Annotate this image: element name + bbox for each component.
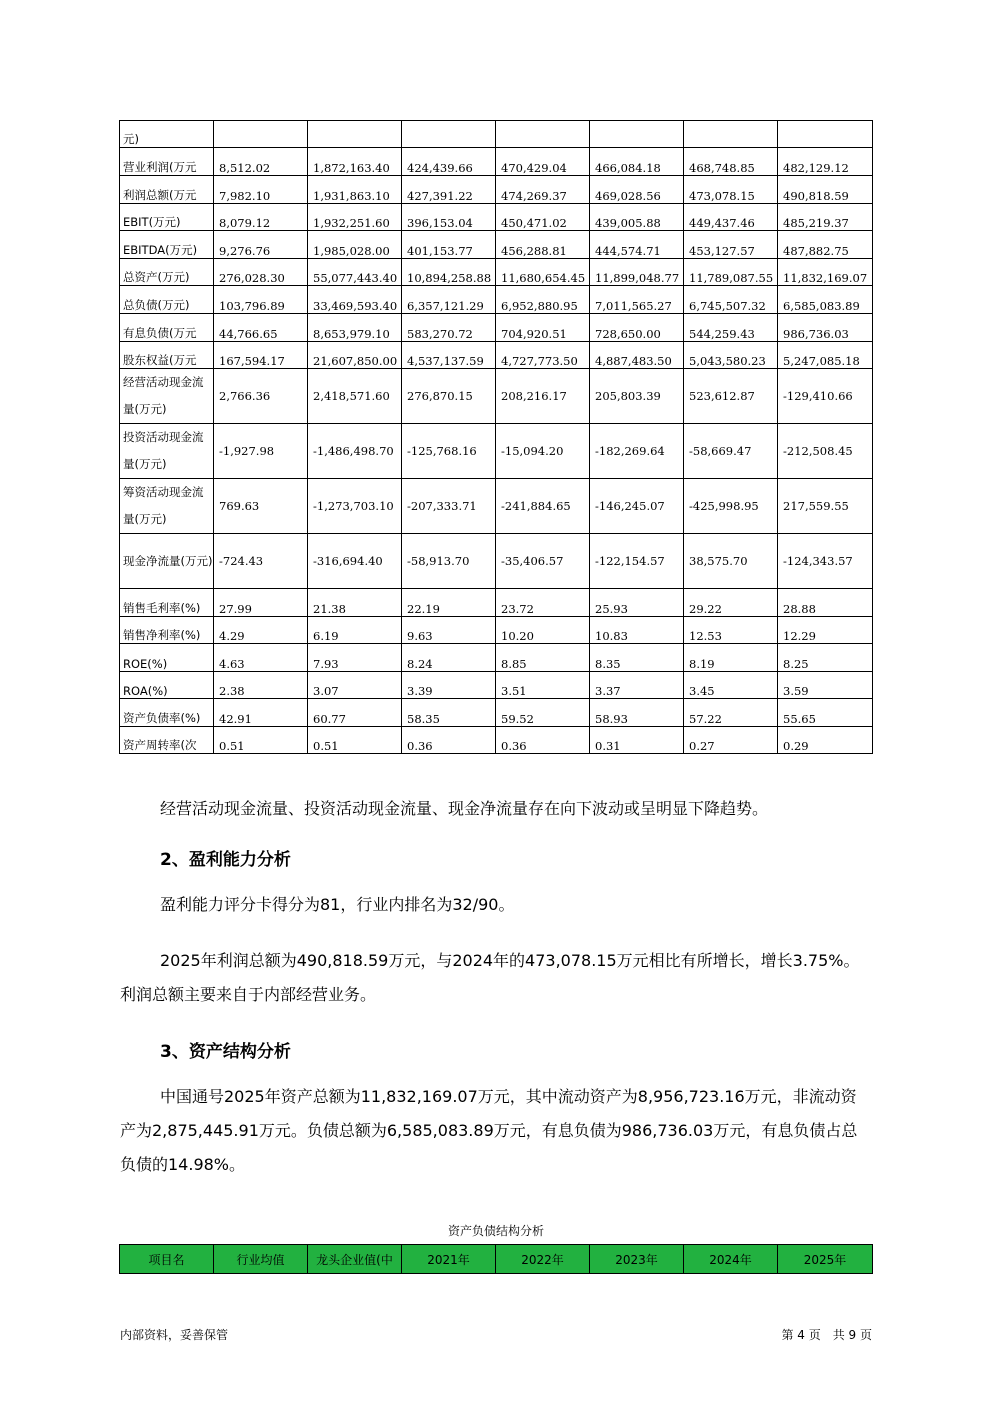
row-label: 销售净利率(%) — [120, 617, 214, 644]
table-cell: 25.93 — [590, 589, 684, 617]
table-cell: 4.29 — [214, 617, 308, 644]
table-cell: 10.83 — [590, 617, 684, 644]
table-cell: 544,259.43 — [684, 314, 778, 342]
table-cell: 2,418,571.60 — [308, 369, 402, 424]
table-cell: 9.63 — [402, 617, 496, 644]
table-cell: 23.72 — [496, 589, 590, 617]
paragraph-cashflow-note: 经营活动现金流量、投资活动现金流量、现金净流量存在向下波动或呈明显下降趋势。 — [160, 799, 769, 818]
table-cell: 3.51 — [496, 672, 590, 699]
header-cell: 行业均值 — [214, 1245, 308, 1274]
row-label: 股东权益(万元 — [120, 342, 214, 369]
table-cell — [308, 121, 402, 148]
table-cell: 487,882.75 — [778, 231, 873, 259]
table-cell: 986,736.03 — [778, 314, 873, 342]
table-cell: 7,982.10 — [214, 176, 308, 204]
table-cell: 456,288.81 — [496, 231, 590, 259]
table-cell: 439,005.88 — [590, 204, 684, 231]
table-row — [120, 424, 873, 479]
table-row — [120, 204, 873, 231]
table-cell: 6.19 — [308, 617, 402, 644]
table-cell — [590, 121, 684, 148]
section-heading-asset-structure: 3、资产结构分析 — [160, 1042, 291, 1062]
table-cell: 57.22 — [684, 699, 778, 727]
table-row — [120, 176, 873, 204]
table-row — [120, 369, 873, 424]
table-cell: 21.38 — [308, 589, 402, 617]
table-cell: 8.25 — [778, 644, 873, 672]
row-label: 有息负债(万元 — [120, 314, 214, 342]
table-row — [120, 479, 873, 534]
table-cell — [684, 121, 778, 148]
table-cell: 427,391.22 — [402, 176, 496, 204]
row-label: 现金净流量(万元) — [120, 534, 214, 589]
table-cell — [496, 121, 590, 148]
table-cell: 60.77 — [308, 699, 402, 727]
table-cell: 2,766.36 — [214, 369, 308, 424]
table-cell: -124,343.57 — [778, 534, 873, 589]
table-cell: 0.31 — [590, 727, 684, 754]
table-cell: -125,768.16 — [402, 424, 496, 479]
table-row — [120, 121, 873, 148]
row-label: 销售毛利率(%) — [120, 589, 214, 617]
table-cell: 276,028.30 — [214, 259, 308, 286]
table-cell: 4.63 — [214, 644, 308, 672]
table-cell — [214, 121, 308, 148]
table-cell: 8,079.12 — [214, 204, 308, 231]
table-cell: 474,269.37 — [496, 176, 590, 204]
table-cell: 167,594.17 — [214, 342, 308, 369]
table-cell: 22.19 — [402, 589, 496, 617]
table-cell: 8.24 — [402, 644, 496, 672]
table-cell: -58,913.70 — [402, 534, 496, 589]
table-cell: 466,084.18 — [590, 148, 684, 176]
table-row — [120, 534, 873, 589]
table-cell: 8.85 — [496, 644, 590, 672]
table-cell: 55,077,443.40 — [308, 259, 402, 286]
table-cell: 0.36 — [402, 727, 496, 754]
table-cell: 11,899,048.77 — [590, 259, 684, 286]
row-label: 投资活动现金流量(万元) — [120, 424, 214, 479]
table-cell: 449,437.46 — [684, 204, 778, 231]
table-cell: 0.51 — [308, 727, 402, 754]
table-row — [120, 259, 873, 286]
table-cell: 208,216.17 — [496, 369, 590, 424]
row-label: 利润总额(万元 — [120, 176, 214, 204]
table-cell: 9,276.76 — [214, 231, 308, 259]
table-cell: 6,952,880.95 — [496, 286, 590, 314]
row-label: ROA(%) — [120, 672, 214, 699]
table-cell: 44,766.65 — [214, 314, 308, 342]
table-cell: -122,154.57 — [590, 534, 684, 589]
table-cell: -425,998.95 — [684, 479, 778, 534]
table-cell: 11,680,654.45 — [496, 259, 590, 286]
table-cell: 11,789,087.55 — [684, 259, 778, 286]
table-cell: 8,512.02 — [214, 148, 308, 176]
header-cell: 2024年 — [684, 1245, 778, 1274]
row-label: 营业利润(万元 — [120, 148, 214, 176]
table-row — [120, 342, 873, 369]
table-cell: -146,245.07 — [590, 479, 684, 534]
table-cell: 8.35 — [590, 644, 684, 672]
table-cell: -207,333.71 — [402, 479, 496, 534]
table-cell: 0.51 — [214, 727, 308, 754]
row-label: EBITDA(万元) — [120, 231, 214, 259]
table-row — [120, 644, 873, 672]
financial-table — [119, 120, 873, 754]
table-cell: 470,429.04 — [496, 148, 590, 176]
table-cell: 3.39 — [402, 672, 496, 699]
table-cell: 3.45 — [684, 672, 778, 699]
row-label: ROE(%) — [120, 644, 214, 672]
header-cell: 龙头企业值(中 — [308, 1245, 402, 1274]
footer-confidential: 内部资料，妥善保管 — [120, 1328, 229, 1342]
table-row — [120, 314, 873, 342]
row-label: 经营活动现金流量(万元) — [120, 369, 214, 424]
paragraph-asset-structure: 中国通号2025年资产总额为11,832,169.07万元，其中流动资产为8,956,723.16万元，非流动资产为2,875,445.91万元。负债总额为6,585,083.89万元，有息负债为986,736.03万元，有息负债占总负债的14.98%。 — [120, 1087, 858, 1174]
table-cell: 3.07 — [308, 672, 402, 699]
table-cell: 33,469,593.40 — [308, 286, 402, 314]
table-cell: 8.19 — [684, 644, 778, 672]
table-cell: -35,406.57 — [496, 534, 590, 589]
table-cell: 21,607,850.00 — [308, 342, 402, 369]
table-cell: 728,650.00 — [590, 314, 684, 342]
table-row — [120, 231, 873, 259]
table-cell: 3.59 — [778, 672, 873, 699]
table-row — [120, 589, 873, 617]
table-cell: 38,575.70 — [684, 534, 778, 589]
table-cell: 5,247,085.18 — [778, 342, 873, 369]
table-cell: 0.36 — [496, 727, 590, 754]
table-caption: 资产负债结构分析 — [447, 1224, 544, 1238]
table-cell: 7.93 — [308, 644, 402, 672]
table-cell: 4,887,483.50 — [590, 342, 684, 369]
table-cell: 10,894,258.88 — [402, 259, 496, 286]
table-cell: -241,884.65 — [496, 479, 590, 534]
row-label: 元) — [120, 121, 214, 148]
table-cell: 4,537,137.59 — [402, 342, 496, 369]
table-cell: 450,471.02 — [496, 204, 590, 231]
table-cell: 27.99 — [214, 589, 308, 617]
table-cell: 485,219.37 — [778, 204, 873, 231]
table-cell: 1,931,863.10 — [308, 176, 402, 204]
asset-liability-header-table — [119, 1244, 873, 1274]
table-cell: 401,153.77 — [402, 231, 496, 259]
header-cell: 2022年 — [496, 1245, 590, 1274]
table-cell: 473,078.15 — [684, 176, 778, 204]
table-cell: 444,574.71 — [590, 231, 684, 259]
table-row — [120, 617, 873, 644]
table-cell: 217,559.55 — [778, 479, 873, 534]
table-cell: -1,486,498.70 — [308, 424, 402, 479]
table-cell: -1,273,703.10 — [308, 479, 402, 534]
row-label: 筹资活动现金流量(万元) — [120, 479, 214, 534]
table-cell: 10.20 — [496, 617, 590, 644]
header-cell: 2023年 — [590, 1245, 684, 1274]
table-row — [120, 672, 873, 699]
table-row — [120, 286, 873, 314]
table-cell: 29.22 — [684, 589, 778, 617]
table-cell: 55.65 — [778, 699, 873, 727]
table-cell: -182,269.64 — [590, 424, 684, 479]
table-cell: 58.35 — [402, 699, 496, 727]
table-cell: 59.52 — [496, 699, 590, 727]
table-cell: 6,585,083.89 — [778, 286, 873, 314]
row-label: 总负债(万元) — [120, 286, 214, 314]
table-cell: 205,803.39 — [590, 369, 684, 424]
table-cell: 1,985,028.00 — [308, 231, 402, 259]
table-cell: 2.38 — [214, 672, 308, 699]
table-cell: 469,028.56 — [590, 176, 684, 204]
table-cell: 769.63 — [214, 479, 308, 534]
table-cell: 276,870.15 — [402, 369, 496, 424]
table-cell: 0.27 — [684, 727, 778, 754]
header-cell: 2021年 — [402, 1245, 496, 1274]
table-cell: 11,832,169.07 — [778, 259, 873, 286]
table-cell: 1,932,251.60 — [308, 204, 402, 231]
table-cell: -58,669.47 — [684, 424, 778, 479]
header-cell: 项目名 — [120, 1245, 214, 1274]
paragraph-profit-score: 盈利能力评分卡得分为81，行业内排名为32/90。 — [160, 895, 515, 914]
table-cell: 58.93 — [590, 699, 684, 727]
table-cell: -15,094.20 — [496, 424, 590, 479]
table-cell: 0.29 — [778, 727, 873, 754]
table-cell: -316,694.40 — [308, 534, 402, 589]
header-row — [120, 1245, 873, 1274]
table-cell: 468,748.85 — [684, 148, 778, 176]
table-cell: 424,439.66 — [402, 148, 496, 176]
row-label: 总资产(万元) — [120, 259, 214, 286]
footer-page-number: 第 4 页 共 9 页 — [781, 1328, 872, 1342]
row-label: 资产负债率(%) — [120, 699, 214, 727]
table-cell: 42.91 — [214, 699, 308, 727]
table-cell: 4,727,773.50 — [496, 342, 590, 369]
table-row — [120, 727, 873, 754]
table-row — [120, 699, 873, 727]
table-cell: 523,612.87 — [684, 369, 778, 424]
table-cell: 6,745,507.32 — [684, 286, 778, 314]
table-cell: 6,357,121.29 — [402, 286, 496, 314]
table-cell: 7,011,565.27 — [590, 286, 684, 314]
table-cell: 490,818.59 — [778, 176, 873, 204]
table-cell: 482,129.12 — [778, 148, 873, 176]
table-cell: 3.37 — [590, 672, 684, 699]
table-cell — [778, 121, 873, 148]
table-cell: -1,927.98 — [214, 424, 308, 479]
table-cell: -724.43 — [214, 534, 308, 589]
header-cell: 2025年 — [778, 1245, 873, 1274]
table-cell: 103,796.89 — [214, 286, 308, 314]
table-row — [120, 148, 873, 176]
table-cell: 396,153.04 — [402, 204, 496, 231]
table-cell: 583,270.72 — [402, 314, 496, 342]
table-cell: 12.29 — [778, 617, 873, 644]
paragraph-total-profit: 2025年利润总额为490,818.59万元，与2024年的473,078.15万元相比有所增长，增长3.75%。利润总额主要来自于内部经营业务。 — [120, 951, 860, 1004]
table-cell: 12.53 — [684, 617, 778, 644]
table-cell: 453,127.57 — [684, 231, 778, 259]
table-cell — [402, 121, 496, 148]
table-cell: 1,872,163.40 — [308, 148, 402, 176]
table-cell: 5,043,580.23 — [684, 342, 778, 369]
table-cell: -129,410.66 — [778, 369, 873, 424]
section-heading-profitability: 2、盈利能力分析 — [160, 850, 291, 870]
table-cell: 28.88 — [778, 589, 873, 617]
row-label: EBIT(万元) — [120, 204, 214, 231]
table-cell: 8,653,979.10 — [308, 314, 402, 342]
row-label: 资产周转率(次 — [120, 727, 214, 754]
table-cell: -212,508.45 — [778, 424, 873, 479]
table-cell: 704,920.51 — [496, 314, 590, 342]
